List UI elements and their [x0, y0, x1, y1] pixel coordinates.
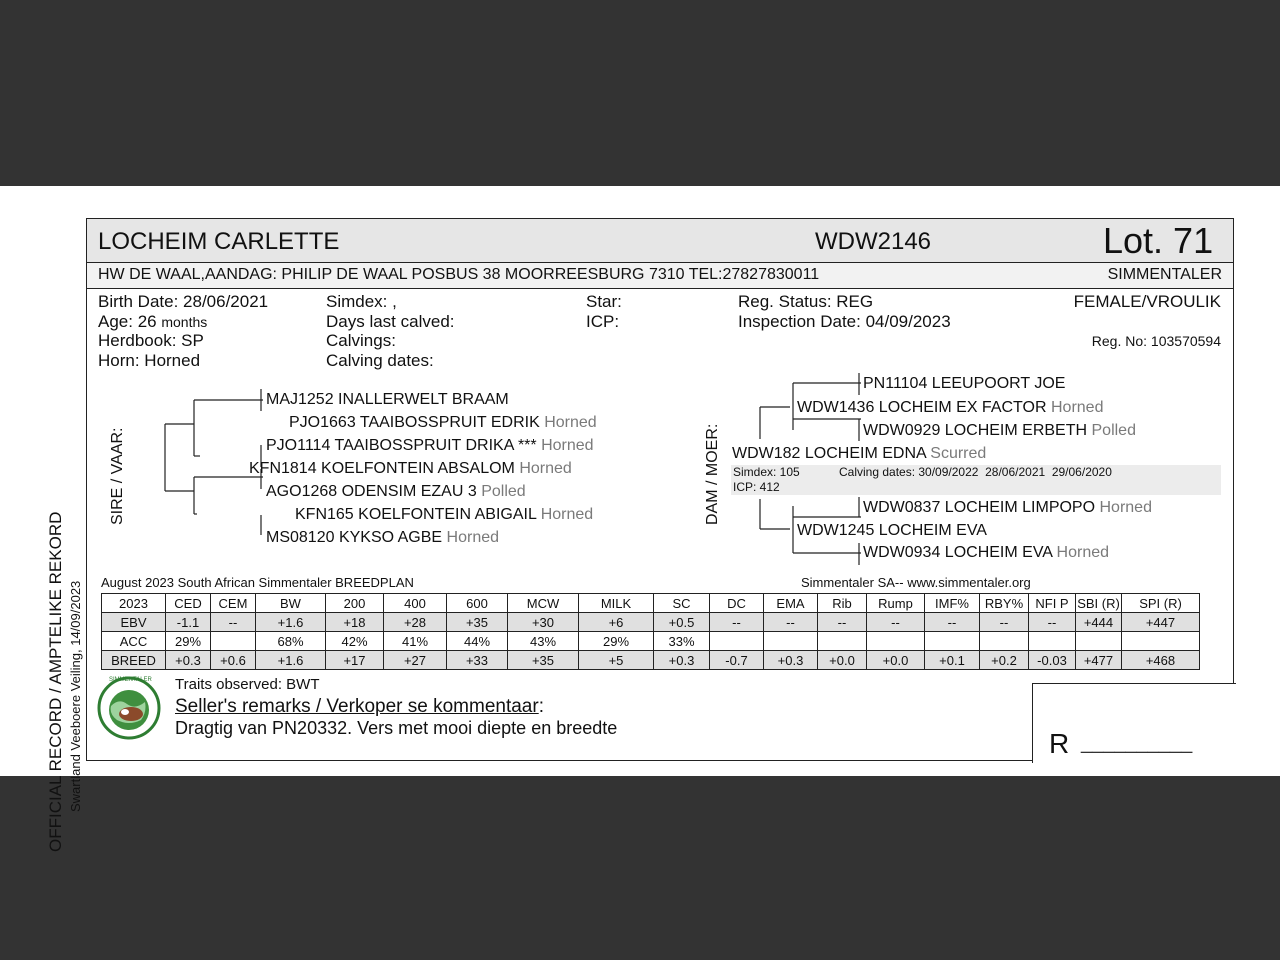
- price-entry-line[interactable]: __________: [1081, 732, 1193, 754]
- table-cell: -0.7: [710, 651, 764, 670]
- dam-dam-dam: WDW0934 LOCHEIM EVA Horned: [863, 544, 1110, 561]
- table-cell: --: [818, 613, 867, 632]
- traits-observed: Traits observed: BWT: [175, 676, 320, 693]
- table-cell: --: [925, 613, 980, 632]
- sire-sire-dam: PJO1663 TAAIBOSSPRUIT EDRIK Horned: [289, 414, 597, 431]
- table-header: 600: [447, 594, 508, 613]
- table-cell: --: [710, 613, 764, 632]
- table-cell: +6: [579, 613, 654, 632]
- table-cell: +1.6: [256, 613, 326, 632]
- breedplan-header-row: [102, 594, 1200, 613]
- table-header: RBY%: [980, 594, 1029, 613]
- breedplan-ebv-row: [102, 613, 1200, 632]
- table-cell: +0.0: [867, 651, 925, 670]
- table-header: SC: [654, 594, 710, 613]
- table-cell: +5: [579, 651, 654, 670]
- dam-icp: ICP: 412: [733, 480, 780, 494]
- table-cell: +0.6: [211, 651, 256, 670]
- table-cell: +444: [1076, 613, 1122, 632]
- dam: WDW182 LOCHEIM EDNA Scurred: [732, 445, 987, 462]
- table-cell: +0.5: [654, 613, 710, 632]
- price-label: R: [1049, 728, 1070, 759]
- age-unit: months: [161, 314, 208, 330]
- table-cell: --: [764, 613, 818, 632]
- table-cell: -0.03: [1029, 651, 1076, 670]
- table-cell: 42%: [326, 632, 384, 651]
- calvings: Calvings:: [326, 331, 396, 350]
- breedplan-breed-row: [102, 651, 1200, 670]
- table-cell: 29%: [579, 632, 654, 651]
- table-cell: -1.1: [166, 613, 211, 632]
- table-cell: [980, 632, 1029, 651]
- table-header: IMF%: [925, 594, 980, 613]
- table-cell: [764, 632, 818, 651]
- table-cell: [211, 632, 256, 651]
- table-cell: +28: [384, 613, 447, 632]
- dam-dam: WDW1245 LOCHEIM EVA: [797, 522, 987, 539]
- table-cell: [1122, 632, 1200, 651]
- table-cell: +27: [384, 651, 447, 670]
- table-cell: [818, 632, 867, 651]
- table-cell: 68%: [256, 632, 326, 651]
- table-cell: +18: [326, 613, 384, 632]
- table-header: EMA: [764, 594, 818, 613]
- sire-dam-dam: KFN165 KOELFONTEIN ABIGAIL Horned: [295, 506, 594, 523]
- dam-sire: WDW1436 LOCHEIM EX FACTOR Horned: [797, 399, 1104, 416]
- herdbook: Herdbook: SP: [98, 331, 204, 350]
- remarks-text: Dragtig van PN20332. Vers met mooi diepte en breedte: [175, 718, 618, 738]
- simdex: Simdex: ,: [326, 292, 397, 311]
- dam-calving-dates: Calving dates: 30/09/2022 28/06/2021 29/06/2020: [839, 465, 1112, 479]
- table-cell: +477: [1076, 651, 1122, 670]
- sire: KFN1814 KOELFONTEIN ABSALOM Horned: [249, 460, 572, 477]
- table-cell: --: [1029, 613, 1076, 632]
- table-header: BW: [256, 594, 326, 613]
- breed-name: SIMMENTALER: [1107, 266, 1222, 283]
- table-cell: +1.6: [256, 651, 326, 670]
- dam-sire-dam: WDW0929 LOCHEIM ERBETH Polled: [863, 422, 1136, 439]
- auction-event-label: Swartland Veeboere Veiling, 14/09/2023: [68, 580, 83, 812]
- sire-sire-sire: MAJ1252 INALLERWELT BRAAM: [266, 391, 509, 408]
- table-cell: --: [867, 613, 925, 632]
- table-cell: --: [980, 613, 1029, 632]
- birth-date: Birth Date: 28/06/2021: [98, 292, 269, 311]
- owner-line: HW DE WAAL,AANDAG: PHILIP DE WAAL POSBUS 38 MOORREESBURG 7310 TEL:27827830011: [98, 266, 820, 283]
- sex: FEMALE/VROULIK: [1073, 292, 1221, 311]
- breedplan-title: August 2023 South African Simmentaler BREEDPLAN: [101, 575, 414, 590]
- simmentaler-logo: [97, 676, 161, 740]
- animal-id: WDW2146: [815, 228, 932, 255]
- table-header: SBI (R): [1077, 595, 1120, 611]
- table-cell: +447: [1122, 613, 1200, 632]
- table-cell: 33%: [654, 632, 710, 651]
- official-record-label: OFFICIAL RECORD / AMPTELIKE REKORD: [46, 511, 65, 852]
- table-cell: +0.3: [764, 651, 818, 670]
- table-cell: +0.3: [654, 651, 710, 670]
- sire-section-label: SIRE / VAAR:: [109, 427, 126, 525]
- table-cell: [925, 632, 980, 651]
- table-cell: +17: [326, 651, 384, 670]
- table-cell: +35: [447, 613, 508, 632]
- price-box: [1032, 683, 1236, 763]
- table-cell: +468: [1122, 651, 1200, 670]
- horn-status: Horn: Horned: [98, 351, 201, 370]
- table-cell: [710, 632, 764, 651]
- registration-number: Reg. No: 103570594: [1091, 333, 1221, 349]
- table-cell: 43%: [508, 632, 579, 651]
- reg-status: Reg. Status: REG: [738, 292, 874, 311]
- table-cell: 44%: [447, 632, 508, 651]
- dam-sire-sire: PN11104 LEEUPOORT JOE: [863, 375, 1066, 392]
- table-cell: ACC: [102, 632, 166, 651]
- dam-simdex: Simdex: 105: [733, 465, 800, 479]
- days-last-calved: Days last calved:: [326, 312, 455, 331]
- table-header: MCW: [508, 594, 579, 613]
- table-cell: BREED: [102, 651, 166, 670]
- table-header: CED: [166, 594, 211, 613]
- table-header: DC: [710, 594, 764, 613]
- dam-section-label: DAM / MOER:: [704, 423, 721, 525]
- inspection-date: Inspection Date: 04/09/2023: [738, 312, 951, 331]
- remarks-heading: Seller's remarks / Verkoper se kommentaar:: [175, 696, 544, 717]
- sire-sire: PJO1114 TAAIBOSSPRUIT DRIKA *** Horned: [266, 437, 594, 454]
- table-cell: 41%: [384, 632, 447, 651]
- table-header: NFI P: [1029, 594, 1076, 613]
- table-cell: +33: [447, 651, 508, 670]
- table-cell: +0.3: [166, 651, 211, 670]
- lot-card: [86, 218, 1234, 761]
- animal-name: LOCHEIM CARLETTE: [98, 228, 340, 255]
- table-cell: +35: [508, 651, 579, 670]
- table-cell: [1029, 632, 1076, 651]
- table-header: 400: [384, 594, 447, 613]
- dam-dam-sire: WDW0837 LOCHEIM LIMPOPO Horned: [863, 499, 1152, 516]
- table-header: 2023: [102, 594, 166, 613]
- table-cell: +0.0: [818, 651, 867, 670]
- table-cell: +30: [508, 613, 579, 632]
- calving-dates: Calving dates:: [326, 351, 434, 370]
- table-cell: +0.2: [980, 651, 1029, 670]
- table-cell: [867, 632, 925, 651]
- table-cell: 29%: [166, 632, 211, 651]
- sire-dam: MS08120 KYKSO AGBE Horned: [266, 529, 500, 546]
- table-header: SPI (R): [1122, 594, 1200, 613]
- table-cell: +0.1: [925, 651, 980, 670]
- sire-dam-sire: AGO1268 ODENSIM EZAU 3 Polled: [266, 483, 526, 500]
- record-sheet: [0, 186, 1280, 852]
- table-header: Rib: [818, 594, 867, 613]
- lot-number: Lot. 71: [1103, 220, 1214, 261]
- table-header: 200: [326, 594, 384, 613]
- table-header: CEM: [211, 594, 256, 613]
- table-cell: EBV: [102, 613, 166, 632]
- breedplan-website: Simmentaler SA-- www.simmentaler.org: [801, 575, 1031, 590]
- table-header: MILK: [579, 594, 654, 613]
- breedplan-table: [101, 593, 1200, 670]
- breedplan-acc-row: [102, 632, 1200, 651]
- star: Star:: [586, 292, 622, 311]
- logo-caption: SIMMENTALER: [109, 677, 152, 683]
- table-header: Rump: [867, 594, 925, 613]
- age-value: Age: 26: [98, 312, 157, 331]
- table-cell: --: [211, 613, 256, 632]
- icp: ICP:: [586, 312, 620, 331]
- table-cell: [1076, 632, 1122, 651]
